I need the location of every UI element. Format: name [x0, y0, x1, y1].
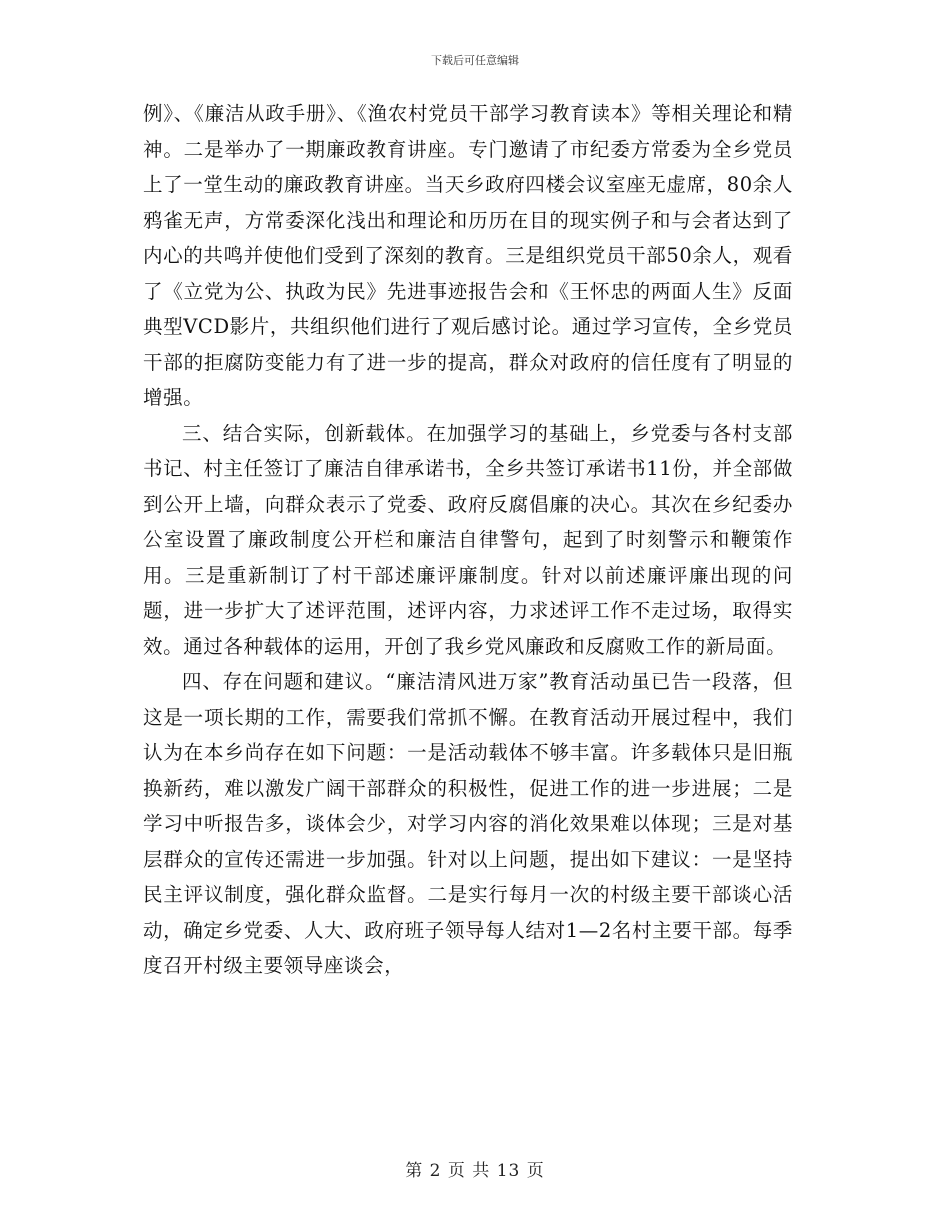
paragraph-section-four: 四、存在问题和建议。“廉洁清风进万家”教育活动虽已告一段落，但这是一项长期的工作，需要我们常抓不懈。在教育活动开展过程中，我们认为在本乡尚存在如下问题：一是活动载体不够丰富。许多载体只是旧瓶换新药，难以激发广阔干部群众的积极性，促进工作的进一步进展；二是学习中听报告多，谈体会少，对学习内容的消化效果难以体现；三是对基层群众的宣传还需进一步加强。针对以上问题，提出如下建议：一是坚持民主评议制度，强化群众监督。二是实行每月一次的村级主要干部谈心活动，确定乡党委、人大、政府班子领导每人结对1—2名村主要干部。每季度召开村级主要领导座谈会， [143, 670, 793, 977]
page-header-note: 下载后可任意编辑 [431, 54, 519, 67]
paragraph-continuation: 例》、《廉洁从政手册》、《渔农村党员干部学习教育读本》等相关理论和精神。二是举办了一期廉政教育讲座。专门邀请了市纪委方常委为全乡党员上了一堂生动的廉政教育讲座。当天乡政府四楼会议室座无虚席，80余人鸦雀无声，方常委深化浅出和理论和历历在目的现实例子和与会者达到了内心的共鸣并使他们受到了深刻的教育。三是组织党员干部50余人，观看了《立党为公、执政为民》先进事迹报告会和《王怀忠的两面人生》反面典型VCD影片，共组织他们进行了观后感讨论。通过学习宣传，全乡党员干部的拒腐防变能力有了进一步的提高，群众对政府的信任度有了明显的增强。 [143, 102, 793, 409]
page-number-footer: 第 2 页 共 13 页 [405, 1161, 545, 1181]
paragraph-section-three: 三、结合实际，创新载体。在加强学习的基础上，乡党委与各村支部书记、村主任签订了廉洁自律承诺书，全乡共签订承诺书11份，并全部做到公开上墙，向群众表示了党委、政府反腐倡廉的决心。其次在乡纪委办公室设置了廉政制度公开栏和廉洁自律警句，起到了时刻警示和鞭策作用。三是重新制订了村干部述廉评廉制度。针对以前述廉评廉出现的问题，进一步扩大了述评范围，述评内容，力求述评工作不走过场，取得实效。通过各种载体的运用，开创了我乡党风廉政和反腐败工作的新局面。 [143, 421, 793, 658]
document-body [143, 96, 793, 984]
